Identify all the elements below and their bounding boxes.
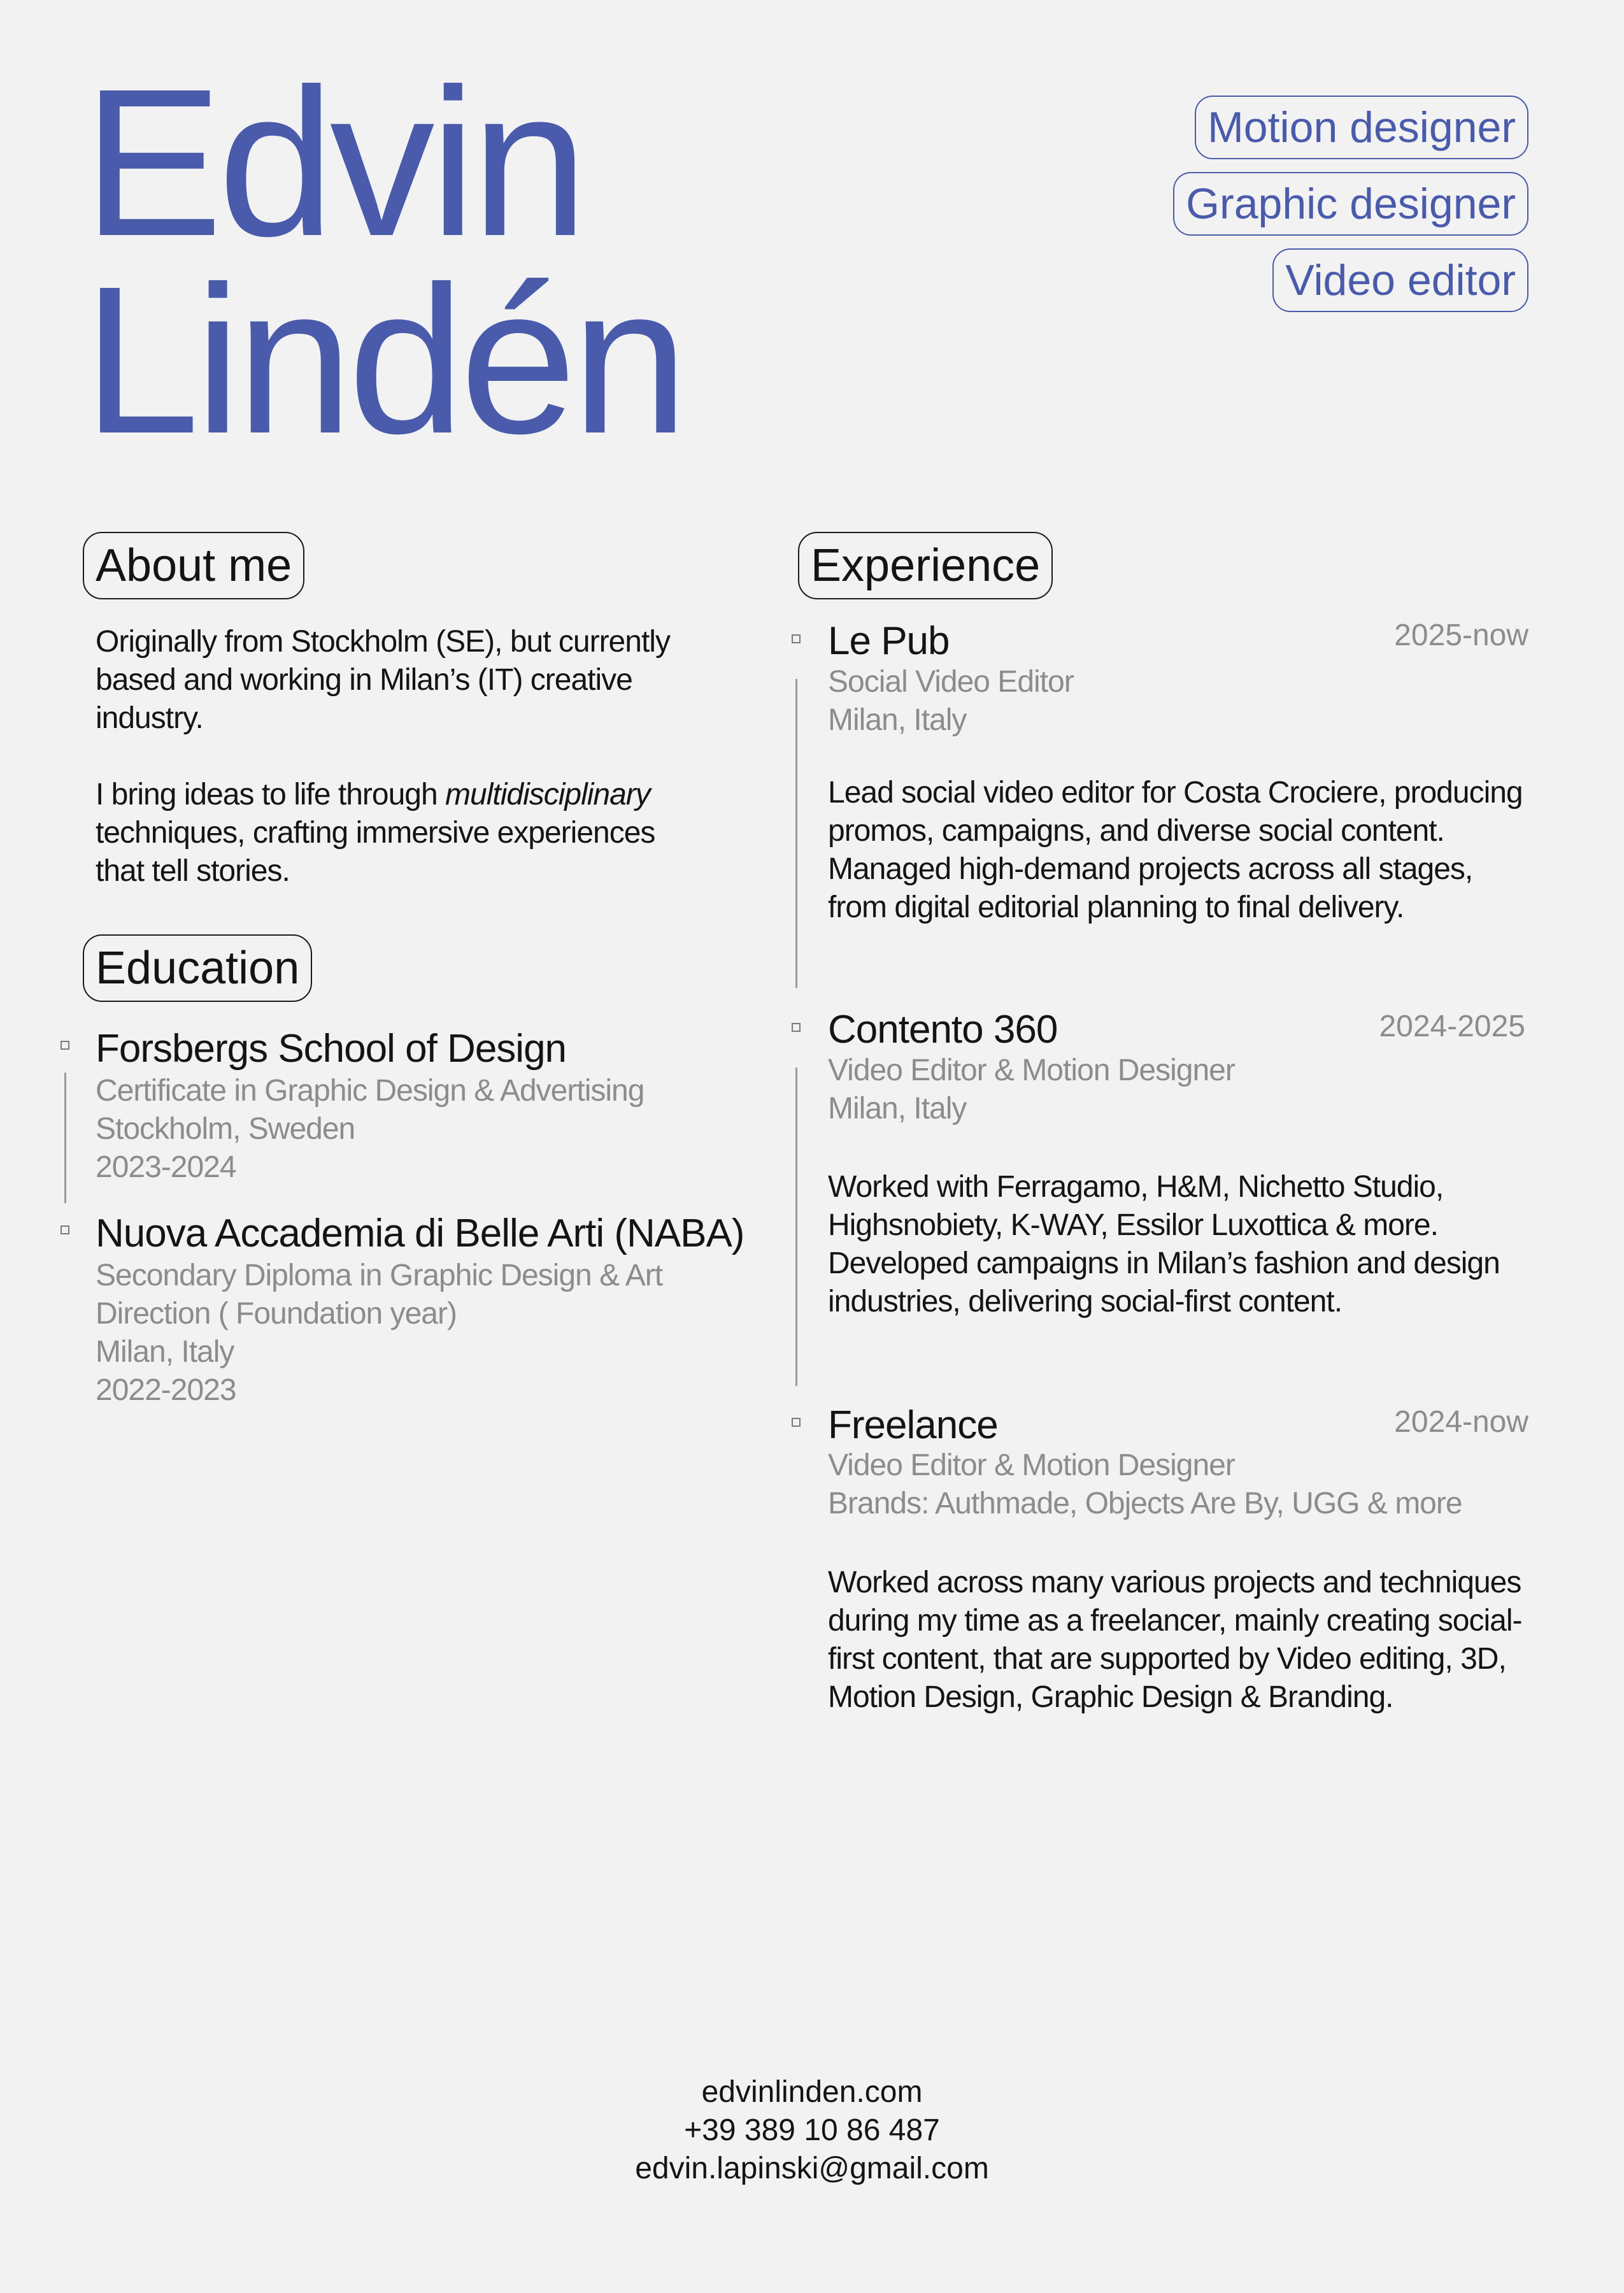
website-link[interactable]: edvinlinden.com	[701, 2075, 923, 2109]
about-paragraph-1: Originally from Stockholm (SE), but currently based and working in Milan’s (IT) creative industry.	[96, 625, 670, 735]
experience-heading: Experience	[798, 532, 1053, 599]
phone-number[interactable]: +39 389 10 86 487	[684, 2113, 940, 2147]
experience-date-2: 2024-2025	[1379, 1010, 1525, 1043]
bullet-square-icon	[792, 1023, 801, 1032]
bullet-square-icon	[792, 1418, 801, 1427]
experience-location-2: Milan, Italy	[828, 1092, 967, 1125]
education-program-2-line-1: Secondary Diploma in Graphic Design & Art	[96, 1259, 663, 1292]
education-location-1: Stockholm, Sweden	[96, 1112, 355, 1146]
experience-description-2: Worked with Ferragamo, H&M, Nichetto Studio, Highsnobiety, K-WAY, Essilor Luxottica & more. Developed campaigns in Milan’s fashion and design industries, delivering social-first content.	[828, 1170, 1500, 1318]
role-tags	[1173, 96, 1528, 312]
role-tag-graphic-designer: Graphic designer	[1173, 172, 1528, 236]
experience-company-1: Le Pub	[828, 619, 950, 663]
about-paragraph-2: I bring ideas to life through multidisciplinary techniques, crafting immersive experiences that tell stories.	[96, 778, 655, 888]
experience-location-3: Brands: Authmade, Objects Are By, UGG & more	[828, 1487, 1462, 1520]
experience-description-1: Lead social video editor for Costa Crociere, producing promos, campaigns, and diverse social content. Managed high-demand projects across all stages, from digital editorial planning to final delivery.	[828, 776, 1523, 924]
about-heading: About me	[83, 532, 304, 599]
education-program-2-line-2: Direction ( Foundation year)	[96, 1297, 457, 1331]
education-years-2: 2022-2023	[96, 1373, 236, 1407]
experience-company-3: Freelance	[828, 1403, 998, 1447]
experience-company-2: Contento 360	[828, 1008, 1058, 1052]
education-heading: Education	[83, 934, 312, 1002]
education-school-1: Forsbergs School of Design	[96, 1027, 567, 1071]
experience-role-1: Social Video Editor	[828, 665, 1074, 699]
education-location-2: Milan, Italy	[96, 1335, 234, 1369]
experience-date-1: 2025-now	[1394, 618, 1528, 652]
experience-role-2: Video Editor & Motion Designer	[828, 1054, 1235, 1087]
bullet-square-icon	[61, 1225, 69, 1234]
first-name: Edvin	[83, 45, 583, 280]
about-text	[96, 623, 701, 890]
experience-description-3: Worked across many various projects and techniques during my time as a freelancer, mainly creating social-first content, that are supported by Video editing, 3D, Motion Design, Graphic Design & Branding.	[828, 1566, 1522, 1714]
experience-role-3: Video Editor & Motion Designer	[828, 1448, 1235, 1482]
role-tag-video-editor: Video editor	[1272, 248, 1528, 312]
education-school-2: Nuova Accademia di Belle Arti (NABA)	[96, 1211, 744, 1255]
name-heading	[83, 45, 683, 477]
bullet-square-icon	[61, 1041, 69, 1050]
education-years-1: 2023-2024	[96, 1150, 236, 1184]
last-name: Lindén	[83, 242, 683, 477]
timeline-line	[795, 679, 797, 988]
experience-date-3: 2024-now	[1394, 1405, 1528, 1439]
email-link[interactable]: edvin.lapinski@gmail.com	[635, 2152, 989, 2185]
contact-footer	[0, 2073, 1624, 2188]
timeline-line	[795, 1068, 797, 1386]
education-program-1: Certificate in Graphic Design & Advertising	[96, 1074, 645, 1108]
emphasis-text: multidisciplinary	[445, 778, 650, 811]
experience-location-1: Milan, Italy	[828, 703, 967, 737]
timeline-line	[64, 1073, 66, 1203]
role-tag-motion-designer: Motion designer	[1195, 96, 1528, 159]
bullet-square-icon	[792, 634, 801, 643]
